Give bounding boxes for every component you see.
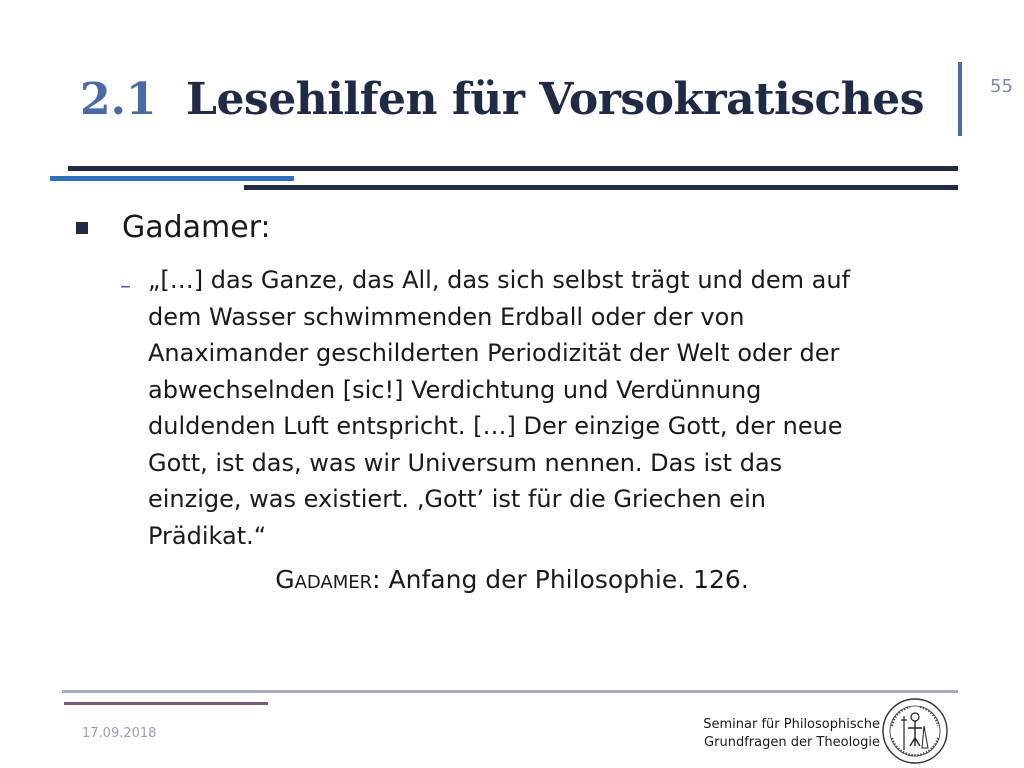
dash-bullet-icon: – <box>120 274 131 299</box>
quote-line: „[…] das Ganze, das All, das sich selbst trägt und dem auf <box>148 266 850 294</box>
institution-line: Grundfragen der Theologie <box>704 735 880 750</box>
seal-icon <box>880 696 950 766</box>
footer-date: 17.09.2018 <box>82 726 157 741</box>
footer-rule-accent <box>64 702 268 705</box>
quote-line: duldenden Luft entspricht. […] Der einzige Gott, der neue <box>148 412 843 440</box>
header-rule-bottom <box>244 185 958 190</box>
citation-author: Gadamer <box>275 565 373 594</box>
footer-rule <box>62 690 958 693</box>
header-rule-accent <box>50 176 294 181</box>
citation-source: : Anfang der Philosophie. 126. <box>372 565 749 594</box>
section-number: 2.1 <box>80 74 157 125</box>
quote-line: Prädikat.“ <box>148 521 267 550</box>
quote-line: dem Wasser schwimmenden Erdball oder der von <box>148 302 745 331</box>
quote-line: einzige, was existiert. ‚Gott’ ist für die Griechen ein <box>148 485 766 513</box>
quote-line: Gott, ist das, was wir Universum nennen. Das ist das <box>148 448 783 477</box>
quote-line: Anaximander geschilderten Periodizität der Welt oder der <box>148 339 840 367</box>
bullet-heading: Gadamer: <box>122 210 271 245</box>
quotation <box>148 262 968 554</box>
citation <box>0 560 1024 600</box>
institution-line: Seminar für Philosophische <box>703 717 880 732</box>
header-rule-top <box>68 166 958 171</box>
title-divider <box>958 62 962 136</box>
square-bullet-icon <box>76 222 88 234</box>
slide-title: Lesehilfen für Vorsokratisches <box>186 74 925 125</box>
page-number: 55 <box>990 76 1013 97</box>
institution-name <box>700 716 880 752</box>
quote-line: abwechselnden [sic!] Verdichtung und Verdünnung <box>148 375 762 404</box>
